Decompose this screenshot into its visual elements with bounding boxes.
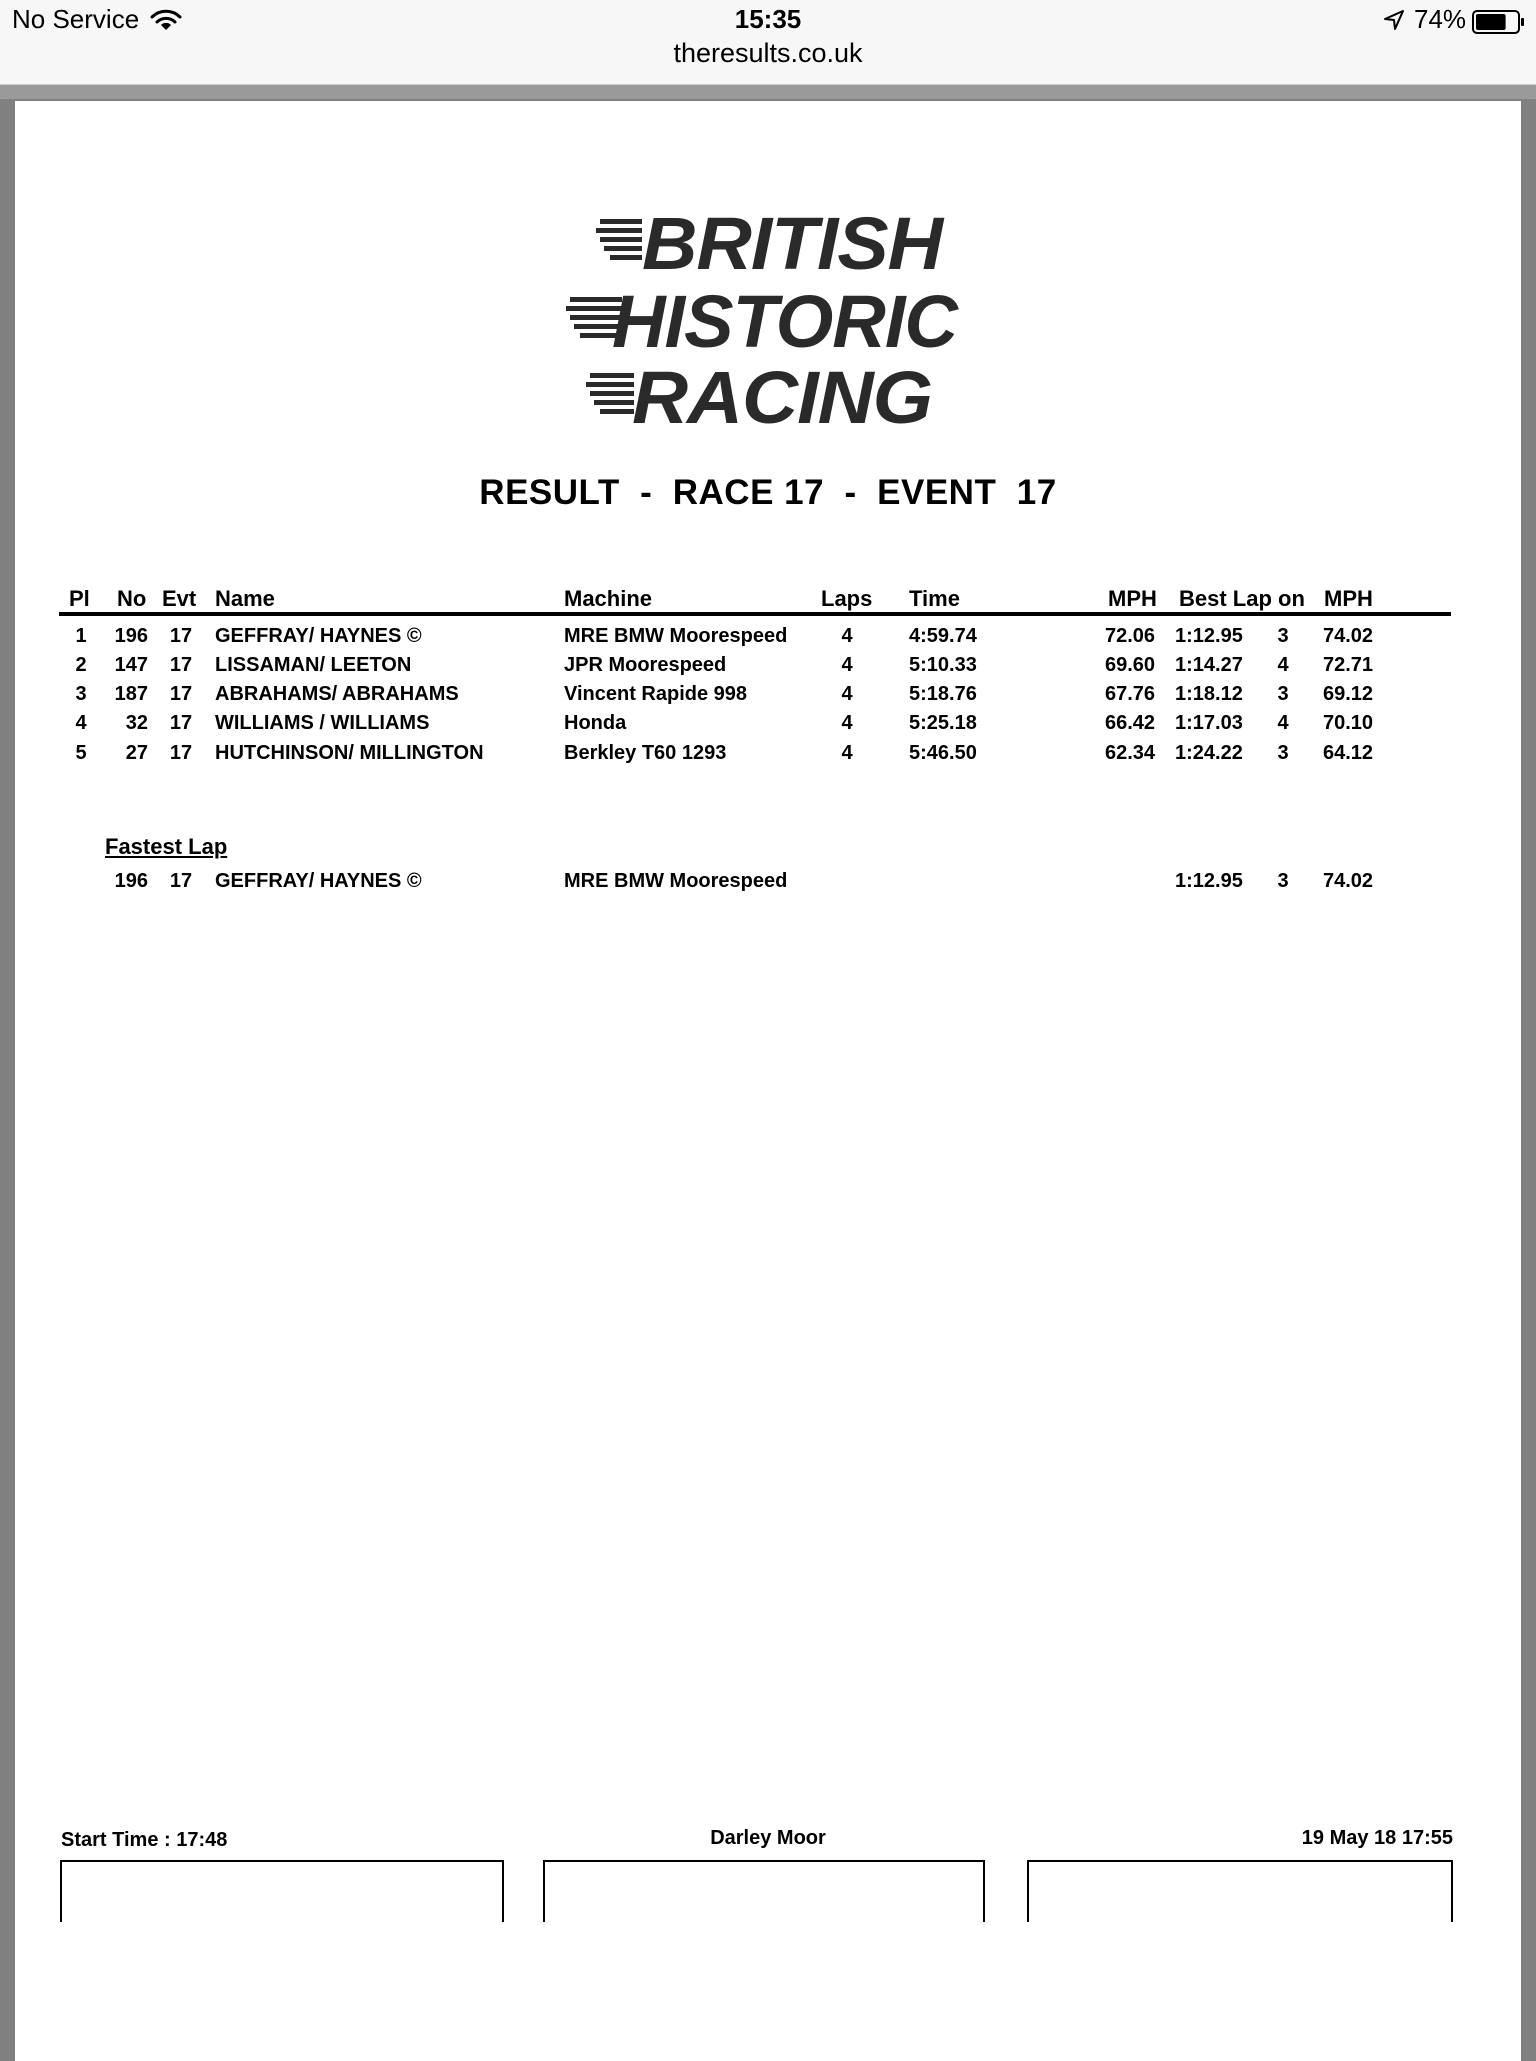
cell-best-mph: 64.12 [1323, 742, 1374, 764]
cell-pl: 4 [75, 712, 87, 734]
cell-laps: 4 [841, 683, 853, 705]
cell-pl: 3 [75, 683, 87, 705]
col-header-pl: Pl [69, 586, 90, 611]
browser-top-bar [0, 0, 1536, 85]
british-historic-racing-logo [560, 201, 960, 436]
logo-line-british: BRITISH [642, 202, 945, 285]
url-bar[interactable]: theresults.co.uk [673, 38, 863, 68]
cell-name: LISSAMAN/ LEETON [215, 654, 412, 676]
col-header-time: Time [909, 586, 960, 611]
cell-evt: 17 [169, 742, 193, 764]
battery-percent: 74% [1414, 4, 1467, 34]
col-header-evt: Evt [162, 586, 197, 611]
cell-best-mph: 69.12 [1323, 683, 1374, 705]
fastest-lap-name: GEFFRAY/ HAYNES © [215, 870, 422, 892]
cell-pl: 2 [75, 654, 87, 676]
cell-time: 5:25.18 [909, 712, 977, 734]
footer-venue: Darley Moor [710, 1827, 826, 1849]
cell-on: 3 [1277, 683, 1289, 705]
cell-best-lap: 1:17.03 [1175, 712, 1243, 734]
fastest-lap-on: 3 [1277, 870, 1289, 892]
col-header-best-mph: MPH [1324, 586, 1373, 611]
cell-mph: 69.60 [1105, 654, 1156, 676]
cell-best-mph: 70.10 [1323, 712, 1374, 734]
cell-no: 187 [114, 683, 148, 705]
cell-mph: 67.76 [1105, 683, 1156, 705]
cell-machine: Vincent Rapide 998 [564, 683, 748, 705]
cell-no: 196 [114, 625, 148, 647]
fastest-lap-heading: Fastest Lap [105, 834, 228, 859]
clock: 15:35 [734, 4, 802, 34]
cell-on: 4 [1277, 712, 1289, 734]
results-document [15, 101, 1521, 2061]
location-arrow-icon [1383, 9, 1405, 31]
header-divider [59, 612, 1451, 616]
cell-mph: 72.06 [1105, 625, 1156, 647]
cell-time: 5:18.76 [909, 683, 977, 705]
logo-line-racing: RACING [632, 356, 932, 436]
cell-no: 32 [125, 712, 148, 734]
footer-box-left [60, 1860, 504, 1922]
cell-name: WILLIAMS / WILLIAMS [215, 712, 430, 734]
col-header-machine: Machine [564, 586, 653, 611]
cell-laps: 4 [841, 742, 853, 764]
fastest-lap-no: 196 [114, 870, 148, 892]
cell-pl: 5 [75, 742, 87, 764]
fastest-lap-best-mph: 74.02 [1323, 870, 1374, 892]
cell-time: 5:46.50 [909, 742, 977, 764]
cell-on: 3 [1277, 742, 1289, 764]
cell-laps: 4 [841, 625, 853, 647]
cell-evt: 17 [169, 712, 193, 734]
cell-evt: 17 [169, 683, 193, 705]
col-header-mph: MPH [1108, 586, 1157, 611]
footer-date: 19 May 18 17:55 [1301, 1827, 1453, 1849]
cell-machine: JPR Moorespeed [564, 654, 727, 676]
fastest-lap-best-lap: 1:12.95 [1175, 870, 1243, 892]
cell-best-mph: 72.71 [1323, 654, 1374, 676]
footer-box-middle [543, 1860, 985, 1922]
cell-best-lap: 1:18.12 [1175, 683, 1243, 705]
cell-best-lap: 1:12.95 [1175, 625, 1243, 647]
cell-best-lap: 1:14.27 [1175, 654, 1243, 676]
cell-evt: 17 [169, 625, 193, 647]
col-header-laps: Laps [821, 586, 873, 611]
footer-box-right [1027, 1860, 1453, 1922]
cell-pl: 1 [75, 625, 87, 647]
cell-name: GEFFRAY/ HAYNES © [215, 625, 422, 647]
cell-time: 5:10.33 [909, 654, 977, 676]
cell-on: 3 [1277, 625, 1289, 647]
col-header-best-lap-on: Best Lap on [1179, 586, 1305, 611]
cell-machine: Berkley T60 1293 [564, 742, 727, 764]
cell-laps: 4 [841, 712, 853, 734]
fastest-lap-machine: MRE BMW Moorespeed [564, 870, 788, 892]
cell-name: HUTCHINSON/ MILLINGTON [215, 742, 484, 764]
cell-laps: 4 [841, 654, 853, 676]
logo-line-historic: HISTORIC [612, 280, 960, 363]
result-title: RESULT - RACE 17 - EVENT 17 [479, 473, 1057, 512]
cell-no: 27 [125, 742, 148, 764]
cell-mph: 62.34 [1105, 742, 1156, 764]
cell-on: 4 [1277, 654, 1289, 676]
cell-machine: Honda [564, 712, 627, 734]
cell-best-mph: 74.02 [1323, 625, 1374, 647]
cell-best-lap: 1:24.22 [1175, 742, 1243, 764]
carrier-label: No Service [12, 4, 140, 34]
cell-machine: MRE BMW Moorespeed [564, 625, 788, 647]
cell-name: ABRAHAMS/ ABRAHAMS [215, 683, 459, 705]
battery-icon [1472, 10, 1526, 34]
cell-evt: 17 [169, 654, 193, 676]
cell-time: 4:59.74 [909, 625, 977, 647]
cell-mph: 66.42 [1105, 712, 1156, 734]
cell-no: 147 [114, 654, 148, 676]
footer-start-time: Start Time : 17:48 [61, 1829, 228, 1851]
fastest-lap-evt: 17 [169, 870, 193, 892]
page-top-strip [0, 85, 1536, 99]
col-header-no: No [117, 586, 147, 611]
col-header-name: Name [215, 586, 275, 611]
